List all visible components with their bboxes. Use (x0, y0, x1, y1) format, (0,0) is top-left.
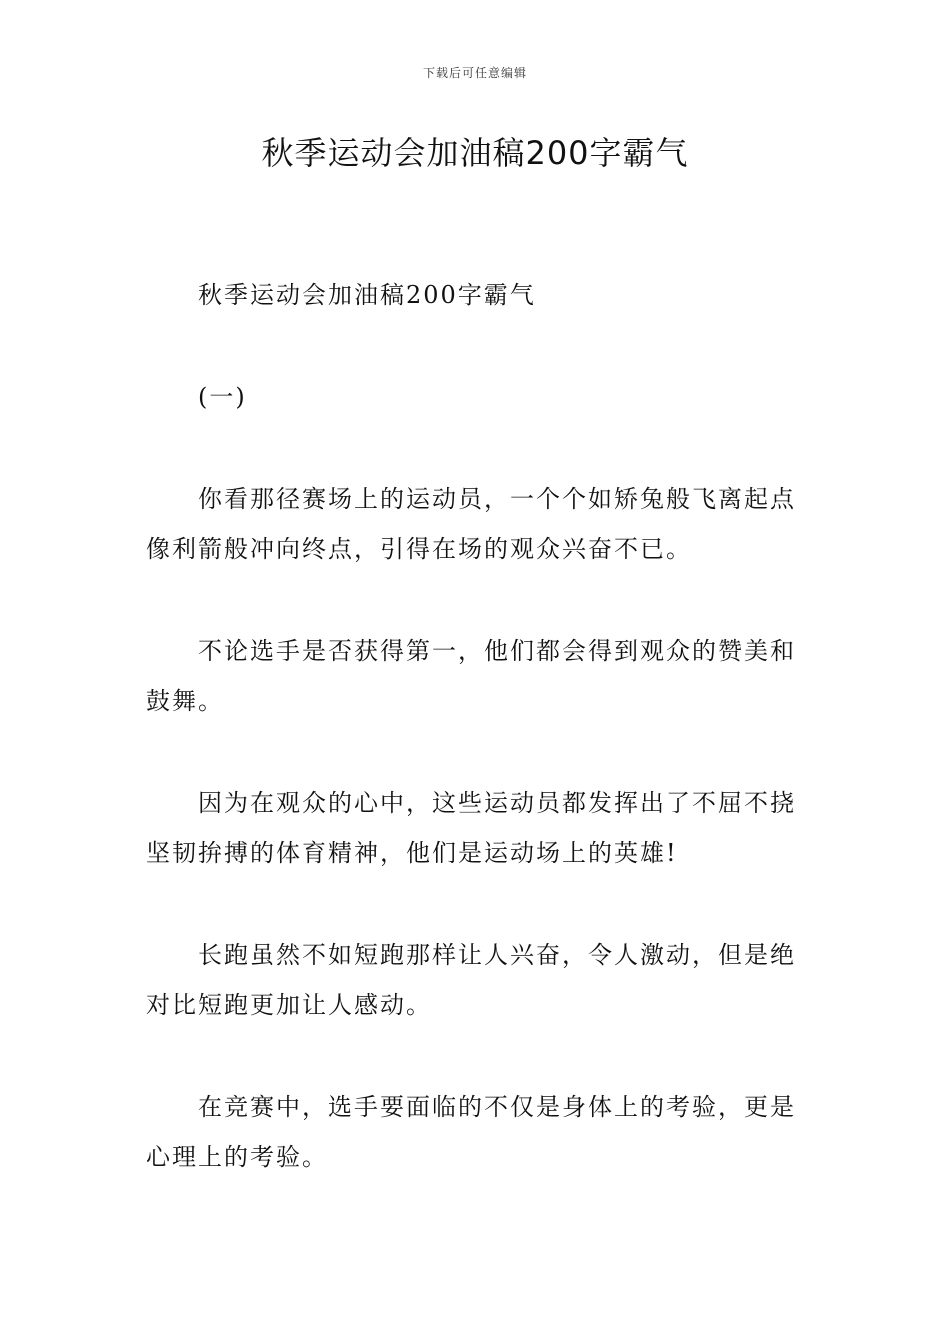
paragraph-section-number: (一) (198, 383, 247, 411)
paragraph: 你看那径赛场上的运动员，一个个如矫兔般飞离起点像利箭般冲向终点，引得在场的观众兴奋不已。 (146, 485, 796, 563)
header-note: 下载后可任意编辑 (422, 66, 527, 80)
paragraph: 长跑虽然不如短跑那样让人兴奋，令人激动，但是绝对比短跑更加让人感动。 (146, 941, 796, 1019)
paragraph: 因为在观众的心中，这些运动员都发挥出了不屈不挠坚韧拚搏的体育精神，他们是运动场上的英雄! (146, 789, 796, 867)
paragraph: 不论选手是否获得第一，他们都会得到观众的赞美和鼓舞。 (146, 637, 796, 715)
document-title: 秋季运动会加油稿200字霸气 (261, 134, 689, 172)
paragraph-subtitle: 秋季运动会加油稿200字霸气 (198, 281, 536, 309)
document-body (146, 270, 808, 1234)
paragraph: 在竞赛中，选手要面临的不仅是身体上的考验，更是心理上的考验。 (146, 1093, 796, 1171)
